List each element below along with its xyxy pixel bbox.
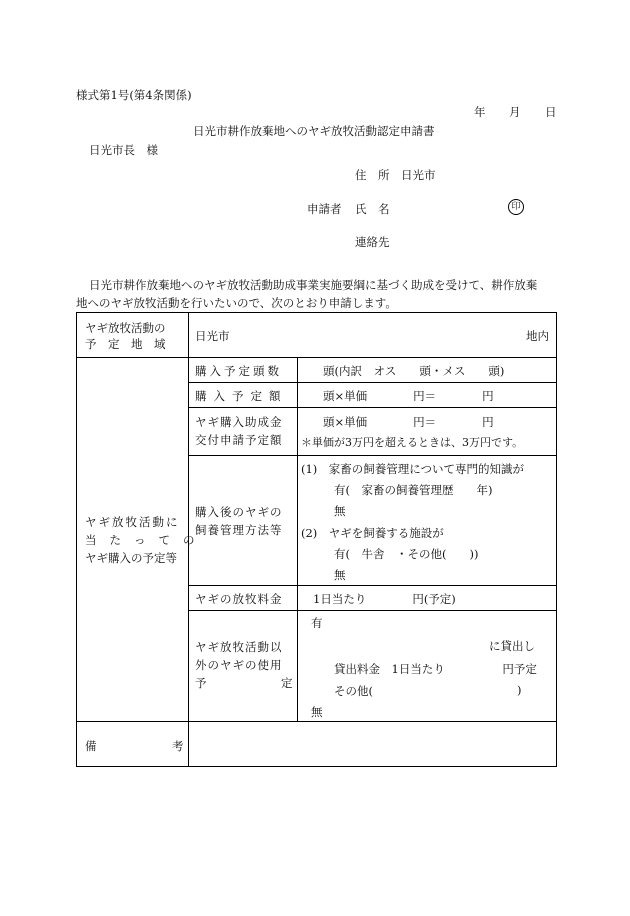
use-label-line-3a: 予: [195, 676, 207, 690]
method-label-line-1: 購入後のヤギの: [195, 505, 283, 519]
purchase-amount-label: 購入予定額: [195, 389, 288, 403]
contact-label: 連絡先: [355, 235, 390, 249]
subsidy-label-line-1: ヤギ購入助成金: [195, 415, 283, 429]
area-label-line-2: 予 定 地 域: [85, 337, 166, 351]
applicant-label: 申請者: [307, 202, 342, 216]
method-q1-no: 無: [334, 504, 346, 518]
addressee: 日光市長 様: [89, 143, 158, 157]
use-label-line-1: ヤギ放牧活動以: [195, 640, 283, 654]
column-divider: [297, 358, 298, 722]
fee-value: 1日当たり 円(予定): [313, 592, 456, 606]
row-divider: [188, 610, 556, 611]
use-other-close: ): [517, 683, 522, 697]
page-title: 日光市耕作放棄地へのヤギ放牧活動認定申請書: [193, 124, 435, 138]
date-month: 月: [509, 105, 521, 119]
purchase-heads-value: 頭(内訳 オス 頭・メス 頭): [323, 364, 505, 378]
purchase-heads-label: 購入予定頭数: [195, 364, 282, 378]
purchase-amount-value: 頭×単価 円＝ 円: [323, 389, 494, 403]
row-divider: [77, 357, 556, 358]
name-label: 氏 名: [355, 202, 390, 216]
subsidy-note: ＊単価が3万円を超えるときは、3万円です。: [301, 436, 524, 449]
seal-icon: 印: [508, 199, 524, 215]
use-lend: に貸出し: [489, 639, 535, 653]
area-label-line-1: ヤギ放牧活動の: [85, 321, 166, 335]
remarks-label-a: 備: [85, 739, 97, 753]
row-divider: [188, 585, 556, 586]
subsidy-label-line-2: 交付申請予定額: [195, 433, 283, 447]
use-yes: 有: [311, 616, 323, 630]
plan-label-line-1: ヤギ放牧活動に: [85, 515, 180, 529]
use-label-line-2: 外のヤギの使用: [195, 658, 283, 672]
use-fee: 貸出料金 1日当たり 円予定: [334, 662, 537, 676]
date-year: 年: [474, 105, 486, 119]
method-q2-no: 無: [334, 568, 346, 582]
address-label: 住 所: [355, 168, 390, 182]
method-label-line-2: 飼養管理方法等: [195, 523, 283, 537]
plan-label-line-2: 当たっての: [85, 533, 208, 547]
row-divider: [77, 721, 556, 722]
subsidy-value: 頭×単価 円＝ 円: [323, 415, 494, 429]
plan-label-line-3: ヤギ購入の予定等: [85, 551, 177, 565]
form-number: 様式第1号(第4条関係): [76, 88, 192, 102]
use-other: その他(: [334, 684, 373, 698]
row-divider: [188, 455, 556, 456]
method-q2-yes: 有( 牛舎 ・その他( )): [334, 547, 479, 561]
use-no: 無: [311, 705, 323, 719]
address-value: 日光市: [401, 168, 436, 182]
area-suffix: 地内: [526, 329, 549, 343]
body-line-1: 日光市耕作放棄地へのヤギ放牧活動助成事業実施要綱に基づく助成を受けて、耕作放棄: [89, 278, 538, 292]
remarks-label-b: 考: [172, 739, 184, 753]
method-q1: (1) 家畜の飼養管理について専門的知識が: [301, 462, 525, 476]
row-divider: [188, 382, 556, 383]
method-q2: (2) ヤギを飼養する施設が: [301, 526, 444, 540]
method-q1-yes: 有( 家畜の飼養管理歴 年): [334, 483, 493, 497]
application-table: [76, 312, 557, 767]
date-day: 日: [545, 105, 557, 119]
fee-label: ヤギの放牧料金: [195, 592, 283, 606]
use-label-line-3b: 定: [281, 676, 293, 690]
row-divider: [188, 407, 556, 408]
area-city: 日光市: [195, 329, 230, 343]
body-line-2: 地へのヤギ放牧活動を行いたいので、次のとおり申請します。: [76, 296, 397, 310]
